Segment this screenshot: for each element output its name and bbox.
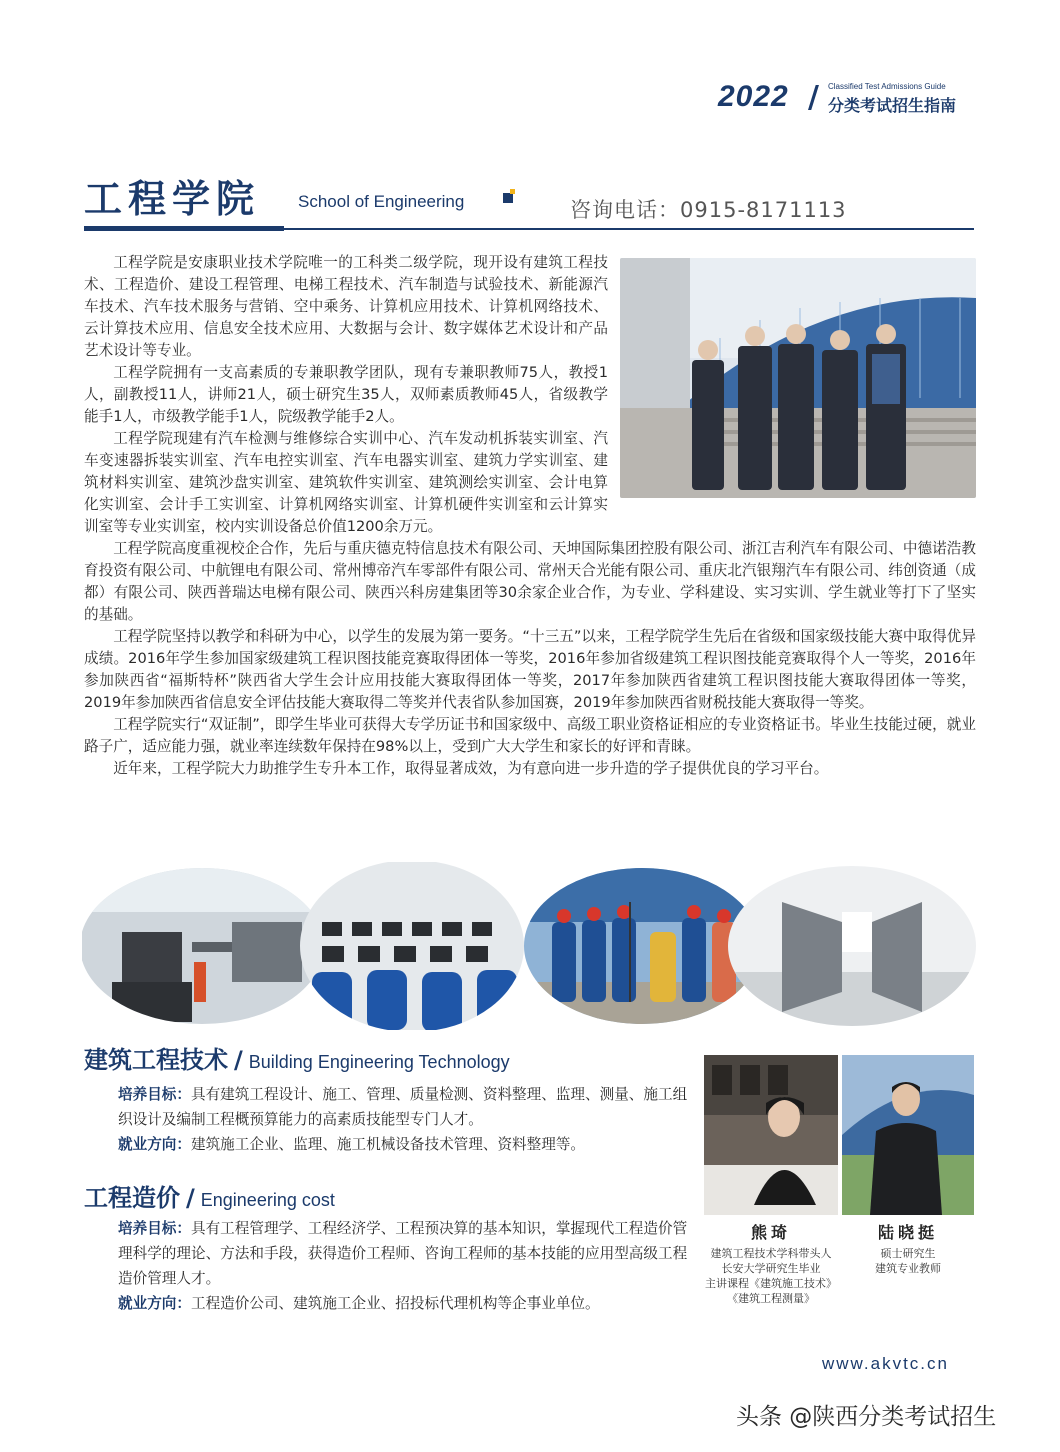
intro-paragraph-7: 近年来，工程学院大力助推学生专升本工作，取得显著成效，为有意向进一步升造的学子提供优良的学习平台。	[113, 760, 829, 777]
consult-phone: 咨询电话：0915-8171113	[570, 198, 847, 222]
staff-2-line-1: 硕士研究生	[880, 1247, 936, 1260]
cost-goal-label: 培养目标：	[118, 1220, 191, 1237]
staff-name-1: 熊琦	[750, 1223, 791, 1242]
intro-paragraph-6: 工程学院实行“双证制”，即学生毕业可获得大专学历证书和国家级中、高级工职业资格证相应的专业资格证书。毕业生技能过硬，就业路子广，适应能力强，就业率连续数年保持在98%以上，受到广大大学生和家长的好评和青睐。	[84, 716, 976, 755]
staff-desc-2	[842, 1246, 974, 1276]
section-title-cost-cn: 工程造价	[84, 1184, 180, 1212]
leaders-photo-illustration	[620, 258, 976, 498]
intro-paragraph-4: 工程学院高度重视校企合作，先后与重庆德克特信息技术有限公司、天坤国际集团控股有限公司、浙江吉利汽车有限公司、中德诺浩教育投资有限公司、中航锂电有限公司、常州博帝汽车零部件有限公司、常州天合光能有限公司、重庆北汽银翔汽车有限公司、纬创资通（成都）有限公司、陕西普瑞达电梯有限公司、陕西兴科房建集团等30余家企业合作，为专业、学科建设、实习实训、学生就业等打下了坚实的基础。	[84, 540, 976, 623]
intro-paragraph-1: 工程学院是安康职业技术学院唯一的工科类二级学院，现开设有建筑工程技术、工程造价、建设工程管理、电梯工程技术、汽车制造与试验技术、新能源汽车技术、汽车技术服务与营销、空中乘务、计算机应用技术、计算机网络技术、云计算技术应用、信息安全技术应用、大数据与会计、数字媒体艺术设计和产品艺术设计等专业。	[84, 254, 608, 359]
page-title: 工程学院	[84, 177, 261, 221]
staff-photo-2-illustration	[842, 1055, 974, 1215]
staff-1-line-1: 建筑工程技术学科带头人	[710, 1247, 832, 1260]
section-title-slash: /	[234, 1046, 243, 1074]
staff-2-line-2: 建筑专业教师	[875, 1262, 941, 1275]
building-job-text: 建筑施工企业、监理、施工机械设备技术管理、资料整理等。	[190, 1136, 586, 1153]
staff-1-line-2: 长安大学研究生毕业	[721, 1262, 821, 1275]
cost-goal-text: 具有工程管理学、工程经济学、工程预决算的基本知识，掌握现代工程造价管理科学的理论、方法和手段，获得造价工程师、咨询工程师的基本技能的应用型高级工程造价管理人才。	[118, 1220, 688, 1287]
title-square-icon	[503, 193, 513, 203]
staff-name-2: 陆晓挺	[877, 1223, 938, 1242]
building-goal-text: 具有建筑工程设计、施工、管理、质量检测、资料整理、监理、测量、施工组织设计及编制工程概预算能力的高素质技能型专门人才。	[118, 1086, 688, 1128]
header-year: 2022	[718, 80, 789, 113]
page-title-en: School of Engineering	[298, 192, 465, 211]
header-guide-cn: 分类考试招生指南	[828, 96, 957, 115]
section-title-building-cn: 建筑工程技术	[84, 1046, 228, 1074]
staff-photo-2	[842, 1055, 974, 1215]
staff-1-line-3: 主讲课程《建筑施工技术》	[705, 1277, 837, 1290]
intro-paragraph-3: 工程学院现建有汽车检测与维修综合实训中心、汽车发动机拆装实训室、汽车变速器拆装实训室、汽车电控实训室、汽车电器实训室、建筑力学实训室、建筑材料实训室、建筑沙盘实训室、建筑软件实训室、建筑测绘实训室、会计电算化实训室、会计手工实训室、计算机网络实训室、计算机硬件实训室和云计算实训室等专业实训室，校内实训设备总价值1200余万元。	[84, 430, 608, 535]
section-title-slash: /	[186, 1184, 195, 1212]
section-title-building	[84, 1040, 510, 1075]
header-slash: /	[808, 80, 819, 115]
intro-paragraph-2: 工程学院拥有一支高素质的专兼职教学团队，现有专兼职教师75人，教授1人，副教授11人，讲师21人，硕士研究生35人，双师素质教师45人，省级教学能手1人，市级教学能手1人，院级教学能手2人。	[84, 364, 608, 425]
section-title-cost-en: Engineering cost	[200, 1190, 335, 1210]
section-body-cost	[84, 1216, 688, 1316]
staff-photo-1	[704, 1055, 838, 1215]
leaders-photo	[620, 258, 976, 498]
cost-job	[84, 1291, 688, 1316]
cost-goal	[84, 1216, 688, 1291]
intro-paragraph-5: 工程学院坚持以教学和科研为中心，以学生的发展为第一要务。“十三五”以来，工程学院学生先后在省级和国家级技能大赛中取得优异成绩。2016年学生参加国家级建筑工程识图技能竞赛取得团体一等奖，2016年参加省级建筑工程识图技能竞赛取得个人一等奖，2016年参加陕西省“福斯特杯”陕西省大学生会计应用技能大赛取得团体一等奖，2017年参加陕西省建筑工程识图技能大赛取得团体一等奖，2019年参加陕西省信息安全评估技能大赛取得二等奖并代表省队参加国赛，2019年参加陕西省财税技能大赛取得一等奖。	[84, 628, 976, 711]
staff-1-line-4: 《建筑工程测量》	[727, 1292, 815, 1305]
watermark: 头条 @陕西分类考试招生	[736, 1404, 997, 1430]
building-goal-label: 培养目标：	[118, 1086, 191, 1103]
title-divider-accent	[84, 226, 284, 231]
building-goal	[84, 1082, 688, 1132]
staff-desc-1	[690, 1246, 852, 1306]
building-job	[84, 1132, 688, 1157]
section-title-building-en: Building Engineering Technology	[248, 1052, 510, 1072]
training-photos-illustration	[82, 862, 978, 1030]
intro-text	[84, 252, 976, 780]
building-job-label: 就业方向：	[118, 1136, 191, 1153]
section-body-building	[84, 1082, 688, 1157]
cost-job-label: 就业方向：	[118, 1295, 191, 1312]
photo-strip	[82, 862, 978, 1030]
section-title-cost	[84, 1178, 335, 1213]
header-guide-en: Classified Test Admissions Guide	[828, 82, 946, 91]
cost-job-text: 工程造价公司、建筑施工企业、招投标代理机构等企事业单位。	[190, 1295, 600, 1312]
title-accent-square-icon	[510, 189, 515, 194]
staff-photo-1-illustration	[704, 1055, 838, 1215]
website-url: www.akvtc.cn	[822, 1354, 949, 1373]
